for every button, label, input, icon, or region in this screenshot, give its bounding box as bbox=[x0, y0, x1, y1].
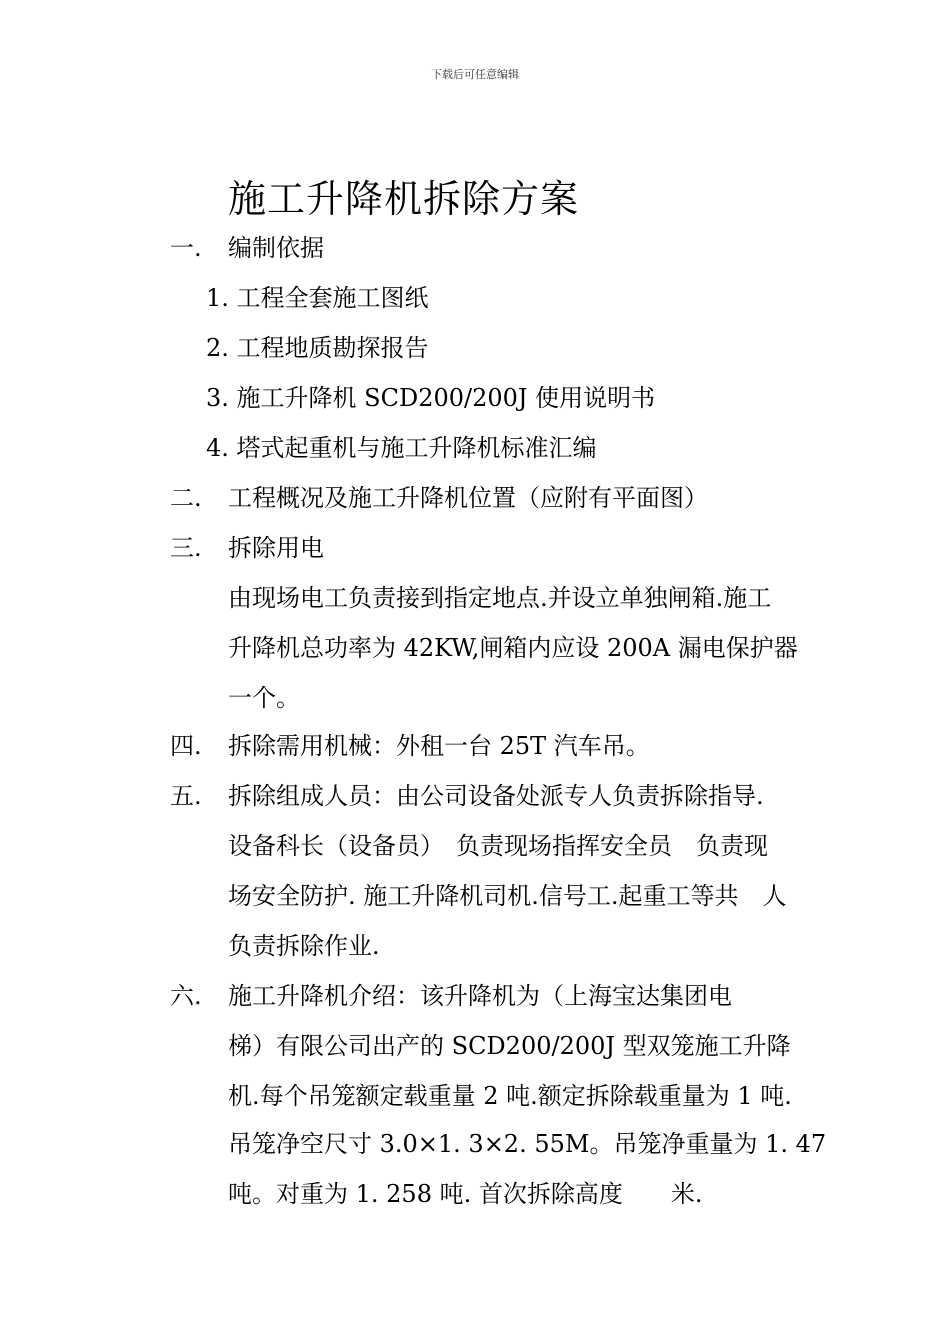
paragraph-line: 一个。 bbox=[228, 684, 300, 712]
section-heading: 工程概况及施工升降机位置（应附有平面图） bbox=[228, 484, 708, 512]
document-title: 施工升降机拆除方案 bbox=[228, 177, 580, 221]
section-number: 六. bbox=[170, 982, 202, 1010]
paragraph-line: 吨。对重为 1. 258 吨. 首次拆除高度 米. bbox=[228, 1180, 703, 1208]
paragraph-line: 设备科长（设备员） 负责现场指挥安全员 负责现 bbox=[228, 832, 768, 860]
basis-item: 2. 工程地质勘探报告 bbox=[206, 334, 429, 362]
paragraph-line: 梯）有限公司出产的 SCD200/200J 型双笼施工升降 bbox=[228, 1032, 791, 1060]
paragraph-line: 由现场电工负责接到指定地点.并设立单独闸箱.施工 bbox=[228, 584, 772, 612]
paragraph-line: 升降机总功率为 42KW,闸箱内应设 200A 漏电保护器 bbox=[228, 634, 798, 662]
section-number: 五. bbox=[170, 782, 202, 810]
section-number: 一. bbox=[170, 234, 202, 262]
section-number: 四. bbox=[170, 732, 202, 760]
section-number: 二. bbox=[170, 484, 202, 512]
section-heading: 拆除组成人员：由公司设备处派专人负责拆除指导. bbox=[228, 782, 764, 810]
paragraph-line: 吊笼净空尺寸 3.0×1. 3×2. 55M。吊笼净重量为 1. 47 bbox=[228, 1130, 827, 1158]
paragraph-line: 机.每个吊笼额定载重量 2 吨.额定拆除载重量为 1 吨. bbox=[228, 1082, 792, 1110]
section-heading: 编制依据 bbox=[228, 234, 324, 262]
section-number: 三. bbox=[170, 534, 202, 562]
basis-item: 4. 塔式起重机与施工升降机标准汇编 bbox=[206, 434, 597, 462]
basis-item: 1. 工程全套施工图纸 bbox=[206, 284, 429, 312]
section-heading: 施工升降机介绍：该升降机为（上海宝达集团电 bbox=[228, 982, 732, 1010]
section-heading: 拆除用电 bbox=[228, 534, 324, 562]
paragraph-line: 场安全防护. 施工升降机司机.信号工.起重工等共 人 bbox=[228, 882, 787, 910]
section-heading: 拆除需用机械：外租一台 25T 汽车吊。 bbox=[228, 732, 650, 760]
page-header: 下载后可任意编辑 bbox=[431, 68, 519, 81]
basis-item: 3. 施工升降机 SCD200/200J 使用说明书 bbox=[206, 384, 656, 412]
paragraph-line: 负责拆除作业. bbox=[228, 932, 380, 960]
